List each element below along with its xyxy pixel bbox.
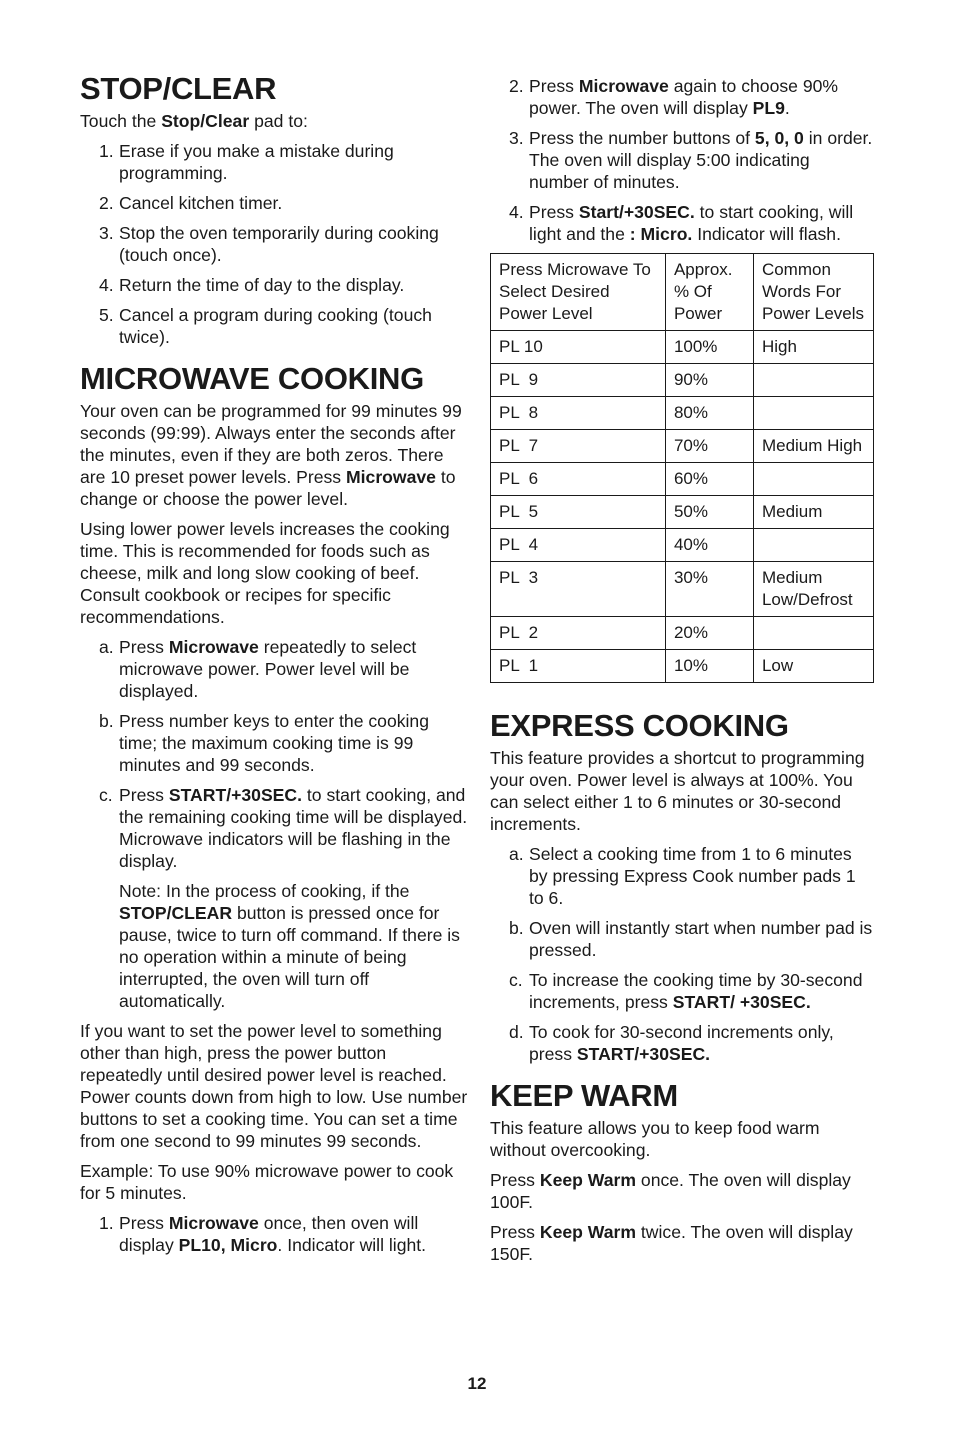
example-steps-right (490, 75, 874, 245)
express-steps (490, 843, 874, 1065)
list-item: b. Oven will instantly start when number pad is pressed. (509, 918, 873, 961)
table-cell: PL 8 (491, 397, 666, 430)
table-cell: 90% (665, 364, 753, 397)
table-cell: 40% (665, 529, 753, 562)
list-item: 3. Stop the oven temporarily during cooking (touch once). (99, 223, 439, 266)
table-cell: 30% (665, 562, 753, 617)
table-row (491, 364, 874, 397)
list-item: a. Press Microwave repeatedly to select microwave power. Power level will be displayed. (99, 637, 417, 702)
table-cell: High (753, 331, 873, 364)
list-item: c. Press START/+30SEC. to start cooking, and the remaining cooking time will be displayed. Microwave indicators will be flashing in the display. (99, 785, 468, 872)
express-intro: This feature provides a shortcut to programming your oven. Power level is always at 100%. You can select either 1 to 6 minutes or 30-second increments. (490, 748, 865, 835)
table-cell (753, 463, 873, 496)
list-item: 2. Cancel kitchen timer. (99, 193, 283, 214)
table-header-cell: Press Microwave To Select Desired Power Level (491, 254, 666, 331)
left-column (80, 72, 468, 1264)
table-cell (753, 529, 873, 562)
table-row (491, 496, 874, 529)
table-row (491, 463, 874, 496)
list-item: c. To increase the cooking time by 30-second increments, press START/ +30SEC. (509, 970, 863, 1013)
table-row (491, 529, 874, 562)
list-item: 1. Erase if you make a mistake during programming. (99, 141, 394, 184)
list-item: 4. Press Start/+30SEC. to start cooking, will light and the : Micro. Indicator will flash. (509, 202, 854, 244)
microwave-cooking-heading: MICROWAVE COOKING (80, 361, 424, 397)
table-header-cell: Approx. % Of Power (665, 254, 753, 331)
keep-warm-para-2: Press Keep Warm twice. The oven will display 150F. (490, 1222, 853, 1265)
table-cell: Medium (753, 496, 873, 529)
table-cell (753, 617, 873, 650)
list-item: b. Press number keys to enter the cooking time; the maximum cooking time is 99 minutes and 99 seconds. (99, 711, 430, 776)
list-item: d. To cook for 30-second increments only, press START/+30SEC. (509, 1022, 834, 1065)
microwave-para-4: Example: To use 90% microwave power to cook for 5 minutes. (80, 1161, 454, 1204)
table-cell: PL 3 (491, 562, 666, 617)
example-steps-left (80, 1212, 468, 1256)
table-cell: 60% (665, 463, 753, 496)
table-header-cell: Common Words For Power Levels (753, 254, 873, 331)
table-header-row (491, 254, 874, 331)
list-item: 3. Press the number buttons of 5, 0, 0 in order. The oven will display 5:00 indicating number of minutes. (509, 128, 873, 192)
stop-clear-intro: Touch the Stop/Clear pad to: (80, 111, 308, 132)
microwave-para-3: If you want to set the power level to something other than high, press the power button repeatedly until desired power level is reached. Power counts down from high to low. Use number buttons to set a cooking time. You can set a time from one second to 99 minutes 99 seconds. (80, 1021, 468, 1152)
table-cell: 80% (665, 397, 753, 430)
stop-clear-heading: STOP/CLEAR (80, 71, 277, 106)
table-row (491, 331, 874, 364)
keep-warm-heading: KEEP WARM (490, 1078, 678, 1114)
list-item: 4. Return the time of day to the display. (99, 275, 405, 296)
table-cell: Medium High (753, 430, 873, 463)
table-cell: PL 7 (491, 430, 666, 463)
keep-warm-para-1: Press Keep Warm once. The oven will display 100F. (490, 1170, 851, 1213)
table-cell: 70% (665, 430, 753, 463)
table-row (491, 397, 874, 430)
power-level-table (490, 253, 874, 683)
table-row (491, 562, 874, 617)
table-cell: Low (753, 650, 873, 683)
table-cell: PL 9 (491, 364, 666, 397)
table-cell: 20% (665, 617, 753, 650)
page-number: 12 (467, 1374, 487, 1393)
list-item: 5. Cancel a program during cooking (touch twice). (99, 305, 432, 348)
table-cell (753, 364, 873, 397)
table-cell: 10% (665, 650, 753, 683)
table-row (491, 650, 874, 683)
list-item: 1. Press Microwave once, then oven will display PL10, Micro. Indicator will light. (99, 1213, 427, 1256)
table-cell: 50% (665, 496, 753, 529)
table-cell: PL 1 (491, 650, 666, 683)
table-cell: PL 2 (491, 617, 666, 650)
table-cell: Medium Low/Defrost (753, 562, 873, 617)
table-row (491, 617, 874, 650)
list-item: a. Select a cooking time from 1 to 6 minutes by pressing Express Cook number pads 1 to 6. (509, 844, 856, 909)
table-cell: 100% (665, 331, 753, 364)
table-cell: PL 10 (491, 331, 666, 364)
microwave-steps (80, 636, 468, 872)
microwave-para-2: Using lower power levels increases the cooking time. This is recommended for foods such as cheese, milk and long slow cooking of beef. Consult cookbook or recipes for specific recommendations. (80, 519, 450, 628)
table-cell: PL 4 (491, 529, 666, 562)
table-row (491, 430, 874, 463)
express-cooking-heading: EXPRESS COOKING (490, 708, 789, 743)
stop-clear-list (80, 140, 468, 348)
keep-warm-intro: This feature allows you to keep food warm without overcooking. (490, 1118, 820, 1161)
right-column (490, 75, 874, 1273)
table-cell: PL 6 (491, 463, 666, 496)
table-cell (753, 397, 873, 430)
microwave-note: Note: In the process of cooking, if the STOP/CLEAR button is pressed once for pause, twice to turn off command. If there is no operation within a minute of being interrupted, the oven will turn off automatically. (119, 881, 460, 1012)
microwave-para-1: Your oven can be programmed for 99 minutes 99 seconds (99:99). Always enter the seconds after the minutes, even if they are both zeros. There are 10 preset power levels. Press Microwave to change or choose the power level. (80, 401, 462, 510)
list-item: 2. Press Microwave again to choose 90% power. The oven will display PL9. (509, 76, 839, 118)
table-cell: PL 5 (491, 496, 666, 529)
